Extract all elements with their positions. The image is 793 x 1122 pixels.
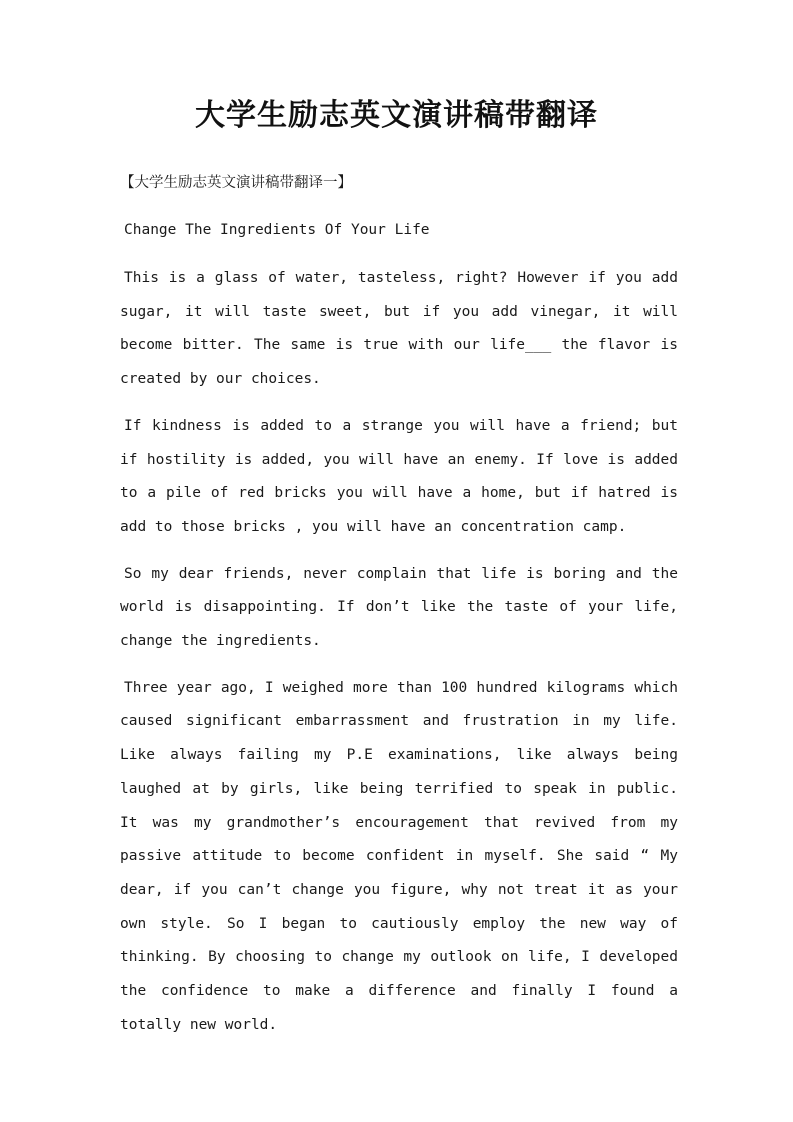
paragraph-text: If kindness is added to a strange you will have a friend; but if hostility is added, you will have an enemy. If love is added to a pile of red bricks you will have a home, but if hatred is add to those bricks , you will have an concentration camp. xyxy=(120,417,678,535)
paragraph xyxy=(120,558,678,659)
paragraph-text: So my dear friends, never complain that life is boring and the world is disappointing. If don’t like the taste of your life, change the ingredients. xyxy=(120,565,678,650)
speech-heading: Change The Ingredients Of Your Life xyxy=(124,222,430,238)
paragraph xyxy=(120,672,678,1043)
paragraph xyxy=(120,410,678,545)
section-label: 【大学生励志英文演讲稿带翻译一】 xyxy=(120,175,352,191)
document-title: 大学生励志英文演讲稿带翻译 xyxy=(195,98,598,133)
paragraph-text: Three year ago, I weighed more than 100 hundred kilograms which caused significant embarrassment and frustration in my life. Like always failing my P.E examinations, like always being laughed at by girls, like being terrified to speak in public. It was my grandmother’s encouragement that revived from my passive attitude to become confident in myself. She said “ My dear, if you can’t change you figure, why not treat it as your own style. So I began to cautiously employ the new way of thinking. By choosing to change my outlook on life, I developed the confidence to make a difference and finally I found a totally new world. xyxy=(120,679,678,1033)
paragraph xyxy=(120,262,678,397)
paragraph-block xyxy=(120,262,678,1042)
paragraph-text: This is a glass of water, tasteless, right? However if you add sugar, it will taste sweet, but if you add vinegar, it will become bitter. The same is true with our life___ the flavor is created by our choices. xyxy=(120,270,678,388)
